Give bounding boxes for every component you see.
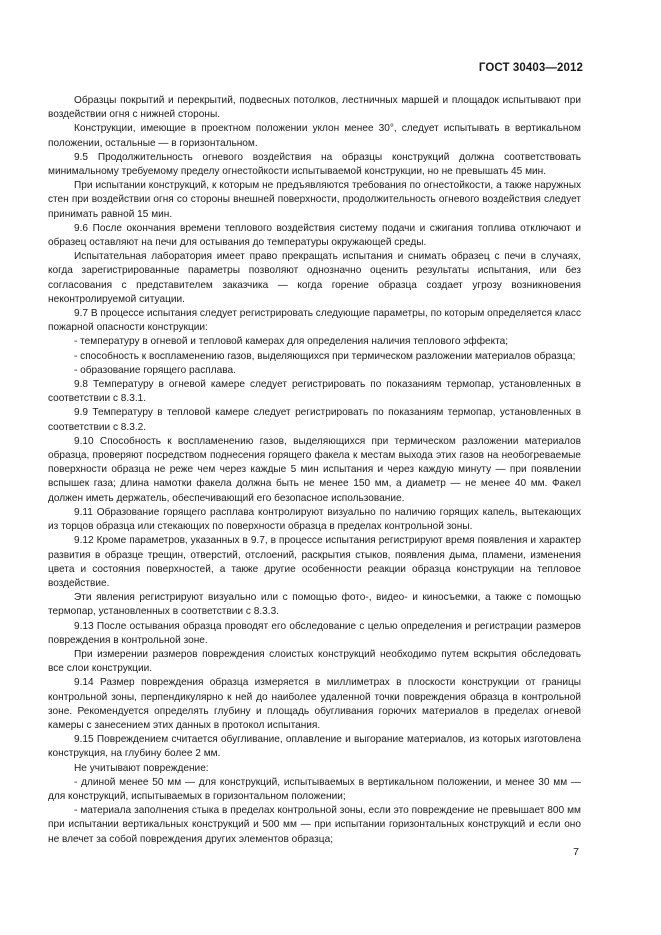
list-item: - температуру в огневой и тепловой камерах для определения наличия теплового эффекта; [74,336,509,348]
paragraph-9-5: 9.5 Продолжительность огневого воздействия на образцы конструкций должна соответствовать минимальному требуемому пределу огнестойкости испытываемой конструкции, но не превышать 45 мин. [48,151,581,178]
list-item: - материала заполнения стыка в пределах контрольной зоны, если это повреждение не превышает 800 мм при испытании вертикальных конструкций и 500 мм — при испытании горизонтальных конструкций и если оно не влечет за собой повреждения других элементов образца; [48,805,581,845]
paragraph-9-12: 9.12 Кроме параметров, указанных в 9.7, в процессе испытания регистрируют время появления и характер развития в образце трещин, отверстий, отслоений, раскрытия стыков, появления дыма, пламени, изменения цвета и состояния поверхностей, а также другие особенности реакции образца конструкции на тепловое воздействие. [48,535,581,589]
paragraph-9-11: 9.11 Образование горящего расплава контролируют визуально по наличию горящих капель, вытекающих из торцов образца или стекающих по поверхности образца в пределах контрольной зоны. [48,506,581,533]
list-item: - образование горящего расплава. [74,364,236,376]
paragraph-9-7: 9.7 В процессе испытания следует регистрировать следующие параметры, по которым определяется класс пожарной опасности конструкции: [48,308,581,334]
paragraph-9-14: 9.14 Размер повреждения образца измеряется в миллиметрах в плоскости конструкции от границы контрольной зоны, перпендикулярно к ней до наиболее удаленной точки повреждения образца в контрольной зоне. Рекомендуется определять глубину и площадь обугливания горючих материалов в пределах огневой камеры с занесением этих данных в протокол испытания. [48,677,581,731]
standard-header: ГОСТ 30403—2012 [478,62,583,74]
paragraph: Образцы покрытий и перекрытий, подвесных потолков, лестничных маршей и площадок испытывают при воздействии огня с нижней стороны. [48,95,581,121]
paragraph: Эти явления регистрируют визуально или с помощью фото-, видео- и киносъемки, а также с помощью термопар, установленных в соответствии с 8.3.3. [48,592,581,618]
paragraph: Испытательная лаборатория имеет право прекращать испытания и снимать образец с печи в случаях, когда зарегистрированные параметры позволяют однозначно оценить результаты испытания, или без согласования с представителем заказчика — когда горение образца создает угрозу возникновения неконтролируемой ситуации. [48,251,581,305]
paragraph-9-6: 9.6 После окончания времени теплового воздействия систему подачи и сжигания топлива отключают и образец оставляют на печи для остывания до температуры окружающей среды. [48,222,581,249]
paragraph: Конструкции, имеющие в проектном положении уклон менее 30°, следует испытывать в вертикальном положении, остальные — в горизонтальном. [48,123,581,149]
paragraph: Не учитывают повреждение: [74,762,209,774]
paragraph-9-9: 9.9 Температуру в тепловой камере следует регистрировать по показаниям термопар, установленных в соответствии с 8.3.2. [48,407,581,433]
paragraph-9-10: 9.10 Способность к воспламенению газов, выделяющихся при термическом разложении материалов образца, проверяют посредством поднесения горящего факела к местам выхода этих газов на необогреваемые поверхности образца не реже чем через каждые 5 мин испытания и через каждую минуту — при появлении вспышек газа; длина намотки факела должна быть не менее 150 мм, а диаметр — не менее 40 мм. Факел должен иметь держатель, обеспечивающий его безопасное использование. [48,435,581,504]
document-body [48,94,581,847]
page-number: 7 [573,846,579,858]
paragraph: При измерении размеров повреждения слоистых конструкций необходимо путем вскрытия обследовать все слои конструкции. [48,648,581,675]
paragraph-9-13: 9.13 После остывания образца проводят его обследование с целью определения и регистрации размеров повреждения в контрольной зоне. [48,620,581,646]
list-item: - длиной менее 50 мм — для конструкций, испытываемых в вертикальном положении, и менее 30 мм — для конструкций, испытываемых в горизонтальном положении; [48,776,581,802]
paragraph-9-8: 9.8 Температуру в огневой камере следует регистрировать по показаниям термопар, установленных в соответствии с 8.3.1. [48,379,581,405]
paragraph: При испытании конструкций, к которым не предъявляются требования по огнестойкости, а также наружных стен при воздействии огня со стороны внешней поверхности, продолжительность огневого воздействия следует принимать равной 15 мин. [48,180,581,220]
paragraph-9-15: 9.15 Повреждением считается обугливание, оплавление и выгорание материалов, из которых изготовлена конструкция, на глубину более 2 мм. [48,734,581,760]
list-item: - способность к воспламенению газов, выделяющихся при термическом разложении материалов образца; [74,350,576,362]
